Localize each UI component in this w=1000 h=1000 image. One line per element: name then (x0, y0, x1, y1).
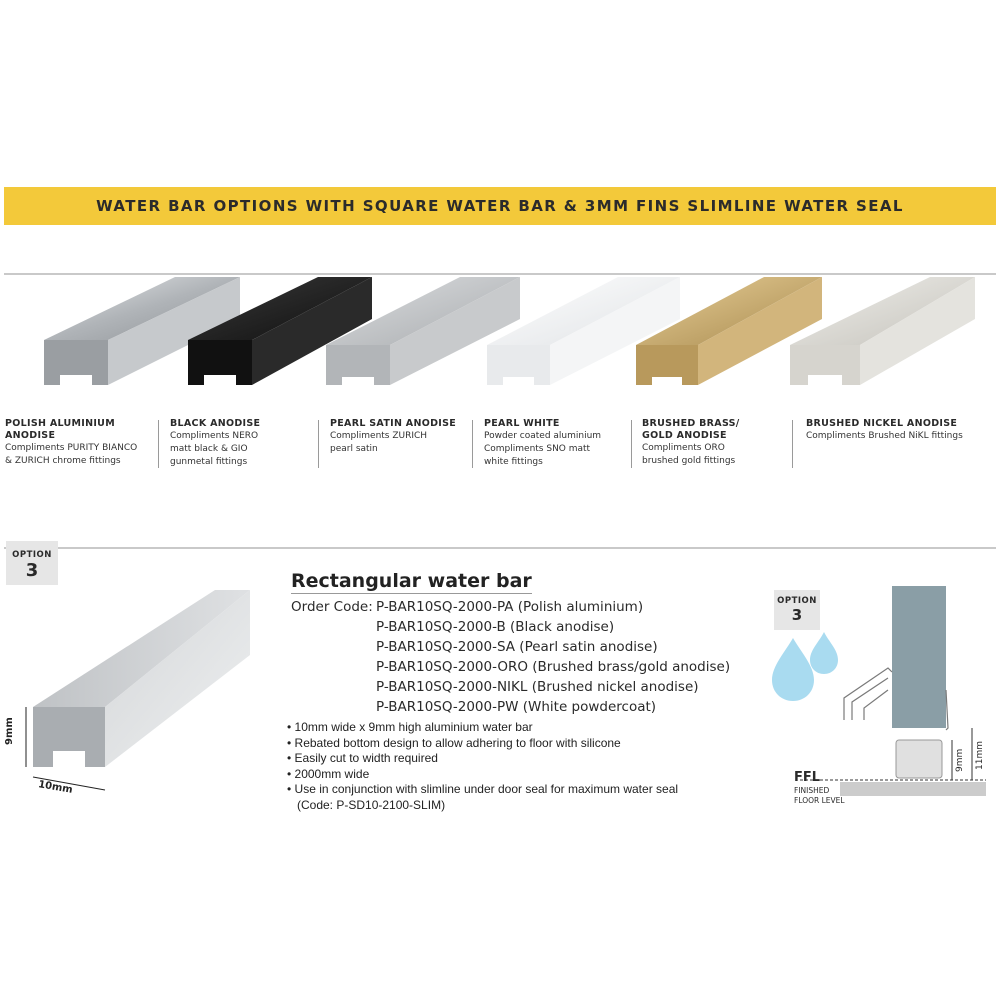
section-banner (4, 187, 996, 225)
order-code-list (376, 597, 730, 717)
bar-width-label: 10mm (37, 779, 74, 796)
option-label: OPTION (12, 550, 52, 560)
feature-item: • Rebated bottom design to allow adhering to floor with silicone (287, 735, 621, 750)
swatch-name: BRUSHED NICKEL ANODISE (806, 418, 958, 429)
feature-item: • 2000mm wide (287, 766, 370, 781)
ffl-description: FINISHED FLOOR LEVEL (794, 786, 845, 805)
swatch-name: BRUSHED BRASS/ GOLD ANODISE (642, 418, 740, 441)
order-code: P-BAR10SQ-2000-PA (Polish aluminium) (376, 599, 644, 615)
feature-item: (Code: P-SD10-2100-SLIM) (297, 797, 446, 812)
order-code: P-BAR10SQ-2000-B (Black anodise) (376, 619, 615, 635)
swatch-name: PEARL WHITE (484, 418, 560, 429)
swatch-item-brushed-nickel (806, 418, 996, 443)
dimension-11mm: 11mm (975, 741, 985, 770)
swatch-item-brushed-brass (642, 418, 787, 468)
swatch-item-pearl-white (484, 418, 629, 469)
seal-outline (844, 668, 892, 720)
diagram-option-label: OPTION (777, 596, 817, 606)
swatch-divider (792, 420, 793, 468)
swatch-name: POLISH ALUMINIUM ANODISE (5, 418, 115, 441)
floor-slab (840, 782, 986, 796)
order-code: P-BAR10SQ-2000-SA (Pearl satin anodise) (376, 639, 658, 655)
swatch-item-polish-aluminium (5, 418, 155, 468)
order-code-label: Order Code: (291, 599, 373, 615)
diagram-option-number: 3 (791, 606, 803, 624)
dimension-9mm: 9mm (955, 748, 965, 772)
swatch-desc: Compliments NERO matt black & GIO gunmetal fittings (170, 431, 259, 467)
section-rule-option (4, 547, 996, 549)
order-code: P-BAR10SQ-2000-ORO (Brushed brass/gold anodise) (376, 659, 731, 675)
order-code: P-BAR10SQ-2000-PW (White powdercoat) (376, 699, 657, 715)
banner-title: WATER BAR OPTIONS WITH SQUARE WATER BAR & 3MM FINS SLIMLINE WATER SEAL (96, 197, 904, 215)
feature-item: • Use in conjunction with slimline under door seal for maximum water seal (287, 782, 679, 796)
swatch-desc: Compliments ORO brushed gold fittings (642, 443, 736, 466)
bar-end-face (33, 707, 105, 767)
swatch-divider (158, 420, 159, 468)
swatch-divider (318, 420, 319, 468)
bar-height-label: 9mm (4, 717, 15, 745)
swatch-item-pearl-satin (330, 418, 470, 456)
swatch-desc: Powder coated aluminium Compliments SNO matt white fittings (484, 431, 602, 467)
product-title: Rectangular water bar (291, 570, 532, 592)
water-drop-icon (810, 632, 838, 674)
order-code: P-BAR10SQ-2000-NIKL (Brushed nickel anodise) (376, 679, 699, 695)
ffl-label: FFL (794, 770, 821, 785)
water-drop-icon (772, 638, 814, 701)
swatch-divider (472, 420, 473, 468)
water-bar-section (896, 740, 942, 778)
swatch-images (0, 275, 1000, 395)
option-number: 3 (25, 560, 39, 581)
feature-list (287, 720, 678, 813)
feature-item: • 10mm wide x 9mm high aluminium water bar (287, 720, 533, 734)
feature-item: • Easily cut to width required (287, 751, 438, 765)
swatch-desc: Compliments Brushed NiKL fittings (806, 431, 963, 441)
option-badge (6, 541, 58, 585)
swatch-divider (631, 420, 632, 468)
door-panel (892, 586, 946, 728)
swatch-item-black-anodise (170, 418, 315, 469)
swatch-name: PEARL SATIN ANODISE (330, 418, 457, 429)
swatch-desc: Compliments PURITY BIANCO & ZURICH chrome fittings (5, 443, 138, 466)
water-bar-image (0, 585, 260, 800)
swatch-desc: Compliments ZURICH pearl satin (330, 431, 428, 454)
swatch-name: BLACK ANODISE (170, 418, 261, 429)
